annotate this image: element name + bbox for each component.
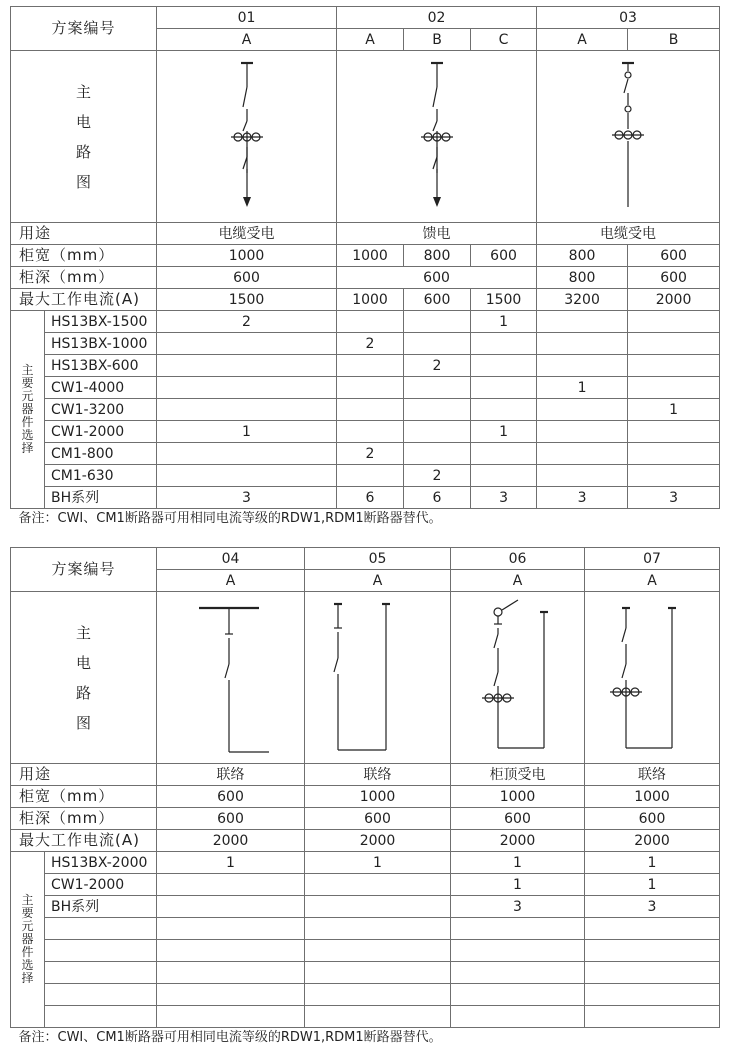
component-qty: 1 — [157, 421, 337, 443]
component-qty — [305, 962, 451, 984]
width-value: 600 — [157, 786, 305, 808]
component-qty: 6 — [337, 487, 404, 509]
component-qty — [337, 355, 404, 377]
component-qty — [157, 962, 305, 984]
component-qty — [628, 377, 720, 399]
main-circuit-label: 主电路图 — [11, 592, 157, 764]
scheme-07: 07 — [585, 548, 720, 570]
width-label: 柜宽（mm） — [11, 245, 157, 267]
component-qty: 3 — [451, 896, 585, 918]
component-qty — [628, 355, 720, 377]
component-qty — [451, 918, 585, 940]
component-qty: 3 — [585, 896, 720, 918]
component-qty: 1 — [471, 421, 537, 443]
component-name: HS13BX-600 — [45, 355, 157, 377]
component-qty — [157, 896, 305, 918]
component-group-label: 主要元器件选择 — [11, 852, 45, 1028]
component-qty — [537, 443, 628, 465]
component-name — [45, 1006, 157, 1028]
component-qty — [404, 311, 471, 333]
depth-01: 600 — [157, 267, 337, 289]
usage-03: 电缆受电 — [537, 223, 720, 245]
component-qty — [471, 399, 537, 421]
component-qty — [404, 333, 471, 355]
usage-01: 电缆受电 — [157, 223, 337, 245]
variant-06a: A — [451, 570, 585, 592]
current-value: 2000 — [305, 830, 451, 852]
component-qty — [404, 377, 471, 399]
usage-label: 用途 — [11, 223, 157, 245]
component-qty — [305, 1006, 451, 1028]
scheme-number-label: 方案编号 — [11, 548, 157, 592]
scheme-02: 02 — [337, 7, 537, 29]
component-qty — [471, 465, 537, 487]
current-value: 2000 — [157, 830, 305, 852]
component-qty — [471, 355, 537, 377]
current-label: 最大工作电流(A) — [11, 830, 157, 852]
component-name — [45, 962, 157, 984]
usage-value: 柜顶受电 — [451, 764, 585, 786]
depth-value: 600 — [585, 808, 720, 830]
component-name: CW1-2000 — [45, 421, 157, 443]
component-qty: 2 — [404, 465, 471, 487]
component-qty — [471, 443, 537, 465]
component-qty — [157, 399, 337, 421]
component-qty — [585, 1006, 720, 1028]
component-qty: 1 — [628, 399, 720, 421]
component-qty: 2 — [337, 443, 404, 465]
component-name: HS13BX-1500 — [45, 311, 157, 333]
component-qty — [585, 918, 720, 940]
component-group-label: 主要元器件选择 — [11, 311, 45, 509]
circuit-diagram-05 — [305, 592, 451, 764]
component-qty — [305, 940, 451, 962]
width-value: 600 — [471, 245, 537, 267]
circuit-diagram-07 — [585, 592, 720, 764]
variant-03b: B — [628, 29, 720, 51]
current-value: 1500 — [157, 289, 337, 311]
scheme-04: 04 — [157, 548, 305, 570]
component-qty — [537, 399, 628, 421]
component-qty — [628, 311, 720, 333]
component-qty — [157, 984, 305, 1006]
scheme-06: 06 — [451, 548, 585, 570]
variant-04a: A — [157, 570, 305, 592]
component-qty: 3 — [471, 487, 537, 509]
component-qty: 1 — [471, 311, 537, 333]
component-qty — [628, 443, 720, 465]
component-qty: 1 — [585, 874, 720, 896]
component-qty: 6 — [404, 487, 471, 509]
component-qty — [157, 333, 337, 355]
component-qty — [157, 465, 337, 487]
component-qty — [471, 377, 537, 399]
component-qty: 3 — [628, 487, 720, 509]
usage-label: 用途 — [11, 764, 157, 786]
width-value: 1000 — [585, 786, 720, 808]
component-qty — [157, 377, 337, 399]
variant-07a: A — [585, 570, 720, 592]
component-qty — [585, 962, 720, 984]
depth-02: 600 — [337, 267, 537, 289]
component-qty — [537, 421, 628, 443]
component-name: BH系列 — [45, 487, 157, 509]
component-qty — [305, 984, 451, 1006]
current-value: 3200 — [537, 289, 628, 311]
circuit-diagram-01 — [157, 51, 337, 223]
component-qty — [404, 443, 471, 465]
component-name — [45, 918, 157, 940]
component-qty — [305, 874, 451, 896]
component-qty: 3 — [157, 487, 337, 509]
circuit-05-icon — [328, 598, 428, 758]
component-qty — [157, 874, 305, 896]
circuit-01-icon — [217, 57, 277, 217]
component-qty: 1 — [451, 852, 585, 874]
component-name: HS13BX-1000 — [45, 333, 157, 355]
usage-value: 联络 — [157, 764, 305, 786]
component-qty: 1 — [585, 852, 720, 874]
current-value: 2000 — [628, 289, 720, 311]
component-name: CW1-3200 — [45, 399, 157, 421]
depth-03a: 800 — [537, 267, 628, 289]
depth-03b: 600 — [628, 267, 720, 289]
width-value: 1000 — [157, 245, 337, 267]
component-qty — [537, 311, 628, 333]
usage-02: 馈电 — [337, 223, 537, 245]
component-qty — [157, 443, 337, 465]
footnote: 备注：CWI、CM1断路器可用相同电流等级的RDW1,RDM1断路器替代。 — [11, 1028, 720, 1048]
component-qty — [537, 465, 628, 487]
component-qty — [451, 984, 585, 1006]
circuit-07-icon — [602, 598, 702, 758]
current-label: 最大工作电流(A) — [11, 289, 157, 311]
component-qty — [451, 1006, 585, 1028]
scheme-03: 03 — [537, 7, 720, 29]
depth-label: 柜深（mm） — [11, 808, 157, 830]
current-value: 1000 — [337, 289, 404, 311]
variant-05a: A — [305, 570, 451, 592]
circuit-diagram-06 — [451, 592, 585, 764]
width-value: 600 — [628, 245, 720, 267]
component-name: HS13BX-2000 — [45, 852, 157, 874]
width-value: 1000 — [305, 786, 451, 808]
current-value: 2000 — [451, 830, 585, 852]
scheme-05: 05 — [305, 548, 451, 570]
current-value: 600 — [404, 289, 471, 311]
component-qty — [537, 333, 628, 355]
component-qty — [451, 962, 585, 984]
component-name — [45, 984, 157, 1006]
component-qty: 1 — [157, 852, 305, 874]
component-qty — [628, 465, 720, 487]
scheme-01: 01 — [157, 7, 337, 29]
circuit-diagram-03 — [537, 51, 720, 223]
depth-value: 600 — [451, 808, 585, 830]
circuit-03-icon — [598, 57, 658, 217]
component-qty — [404, 421, 471, 443]
main-circuit-label: 主电路图 — [11, 51, 157, 223]
circuit-04-icon — [181, 598, 281, 758]
usage-value: 联络 — [585, 764, 720, 786]
component-qty — [471, 333, 537, 355]
component-name: CW1-2000 — [45, 874, 157, 896]
component-qty — [585, 984, 720, 1006]
component-qty: 2 — [404, 355, 471, 377]
component-qty — [337, 377, 404, 399]
depth-value: 600 — [157, 808, 305, 830]
variant-01a: A — [157, 29, 337, 51]
component-qty: 3 — [537, 487, 628, 509]
component-name: CW1-4000 — [45, 377, 157, 399]
variant-03a: A — [537, 29, 628, 51]
component-qty — [305, 918, 451, 940]
width-value: 800 — [404, 245, 471, 267]
component-qty: 2 — [157, 311, 337, 333]
component-qty: 1 — [537, 377, 628, 399]
scheme-table-2 — [10, 547, 720, 1047]
circuit-diagram-02 — [337, 51, 537, 223]
variant-02b: B — [404, 29, 471, 51]
current-value: 1500 — [471, 289, 537, 311]
depth-label: 柜深（mm） — [11, 267, 157, 289]
current-value: 2000 — [585, 830, 720, 852]
component-qty — [537, 355, 628, 377]
variant-02c: C — [471, 29, 537, 51]
component-qty — [157, 355, 337, 377]
component-qty — [337, 399, 404, 421]
circuit-diagram-04 — [157, 592, 305, 764]
footnote: 备注：CWI、CM1断路器可用相同电流等级的RDW1,RDM1断路器替代。 — [11, 509, 720, 529]
component-qty: 2 — [337, 333, 404, 355]
scheme-number-label: 方案编号 — [11, 7, 157, 51]
width-label: 柜宽（mm） — [11, 786, 157, 808]
component-qty — [628, 421, 720, 443]
component-qty — [305, 896, 451, 918]
depth-value: 600 — [305, 808, 451, 830]
circuit-02-icon — [407, 57, 467, 217]
width-value: 800 — [537, 245, 628, 267]
component-qty — [337, 465, 404, 487]
width-value: 1000 — [337, 245, 404, 267]
circuit-06-icon — [468, 598, 568, 758]
component-qty — [157, 918, 305, 940]
component-qty — [157, 940, 305, 962]
width-value: 1000 — [451, 786, 585, 808]
component-qty — [157, 1006, 305, 1028]
component-name: CM1-630 — [45, 465, 157, 487]
component-qty — [585, 940, 720, 962]
component-qty — [337, 421, 404, 443]
component-name: BH系列 — [45, 896, 157, 918]
component-qty — [337, 311, 404, 333]
component-qty — [628, 333, 720, 355]
component-qty — [451, 940, 585, 962]
variant-02a: A — [337, 29, 404, 51]
scheme-table-1 — [10, 6, 720, 528]
component-name: CM1-800 — [45, 443, 157, 465]
component-qty — [404, 399, 471, 421]
component-qty: 1 — [451, 874, 585, 896]
component-qty: 1 — [305, 852, 451, 874]
usage-value: 联络 — [305, 764, 451, 786]
component-name — [45, 940, 157, 962]
